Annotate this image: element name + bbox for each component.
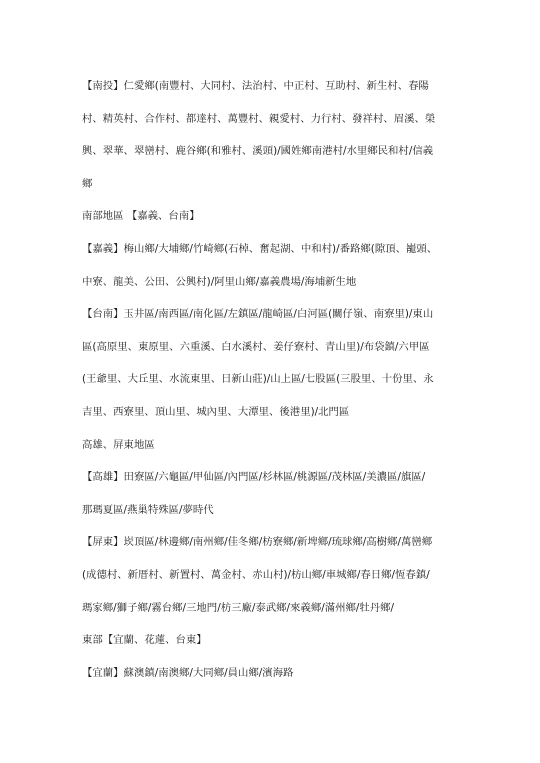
nantou-line-4: 鄉 [82, 177, 93, 190]
pingtung-line-2: (成德村、新厝村、新置村、萬金村、赤山村)/枋山鄉/車城鄉/春日鄉/恆春鎮/ [82, 568, 430, 581]
kaohsiung-line-1: 【高雄】田寮區/六龜區/甲仙區/內門區/杉林區/桃源區/茂林區/美濃區/旗區/ [82, 471, 426, 484]
tainan-line-4: 吉里、西寮里、頂山里、城內里、大潭里、後港里)/北門區 [82, 405, 350, 418]
nantou-line-3: 興、翠華、翠巒村、鹿谷鄉(和雅村、溪頭)/國姓鄉南港村/水里鄉民和村/信義 [82, 145, 434, 158]
kaohsiung-line-2: 那瑪夏區/燕巢特殊區/夢時代 [82, 503, 214, 516]
yilan-line-1: 【宜蘭】蘇澳鎮/南澳鄉/大同鄉/員山鄉/濱海路 [82, 666, 294, 679]
east-region-heading: 東部【宜蘭、花蓮、台東】 [82, 634, 207, 647]
tainan-line-1: 【台南】玉井區/南西區/南化區/左鎮區/龍崎區/白河區(關仔嶺、南寮里)/東山 [82, 308, 434, 321]
nantou-line-2: 村、精英村、合作村、都達村、萬豐村、親愛村、力行村、發祥村、眉溪、榮 [82, 112, 436, 125]
nantou-line-1: 【南投】仁愛鄉(南豐村、大同村、法治村、中正村、互助村、新生村、春陽 [82, 80, 429, 92]
tainan-line-3: (王爺里、大丘里、水流東里、日新山莊)/山上區/七股區(三股里、十份里、永 [82, 373, 434, 386]
kaohsiung-pingtung-heading: 高雄、屏東地區 [82, 438, 155, 451]
pingtung-line-1: 【屏東】崁頂區/林邊鄉/南州鄉/佳冬鄉/枋寮鄉/新埤鄉/琉球鄉/高樹鄉/萬巒鄉 [82, 536, 433, 549]
south-region-heading: 南部地區 【嘉義、台南】 [82, 210, 200, 223]
document-body [82, 70, 462, 689]
pingtung-line-3: 瑪家鄉/獅子鄉/霧台鄉/三地門/枋三廠/泰武鄉/來義鄉/滿州鄉/牡丹鄉/ [82, 601, 395, 614]
chiayi-line-2: 中寮、龍美、公田、公興村)/阿里山鄉/嘉義農場/海埔新生地 [82, 275, 357, 288]
tainan-line-2: 區(高原里、東原里、六重溪、白水溪村、姜仔寮村、青山里)/布袋鎮/六甲區 [82, 340, 430, 353]
chiayi-line-1: 【嘉義】梅山鄉/大埔鄉/竹崎鄉(石棹、奮起湖、中和村)/番路鄉(隙頂、巃頭、 [82, 242, 438, 255]
